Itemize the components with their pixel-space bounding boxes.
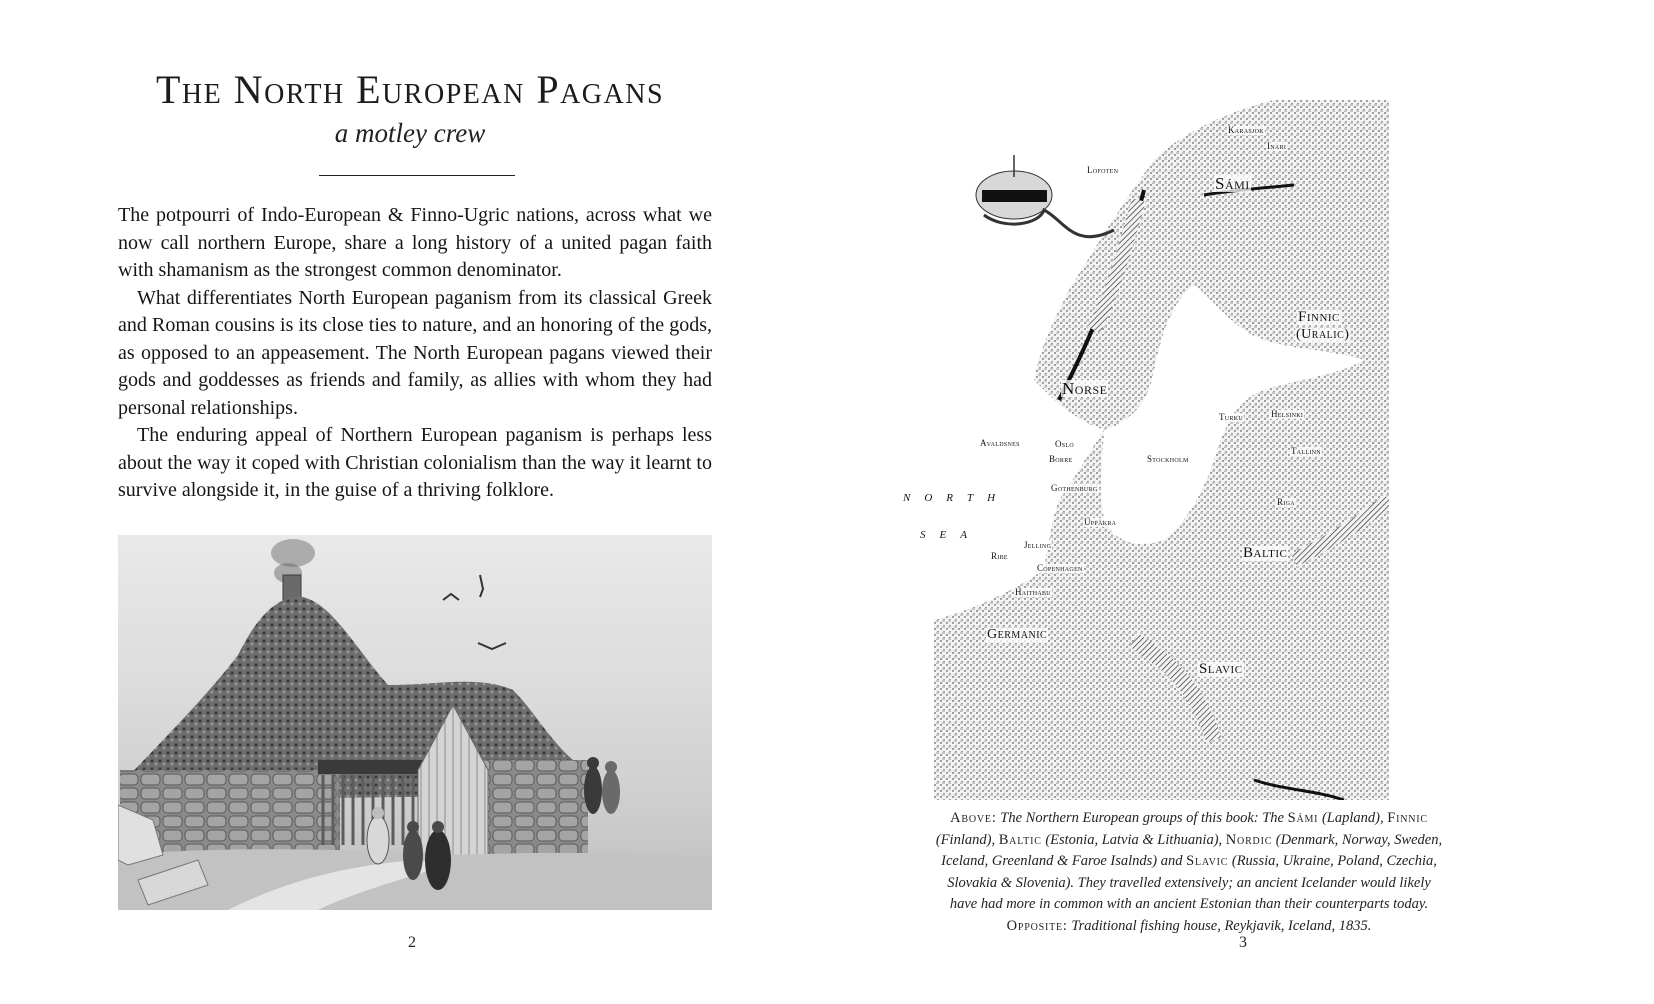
page-title: The North European Pagans xyxy=(155,67,665,112)
map-label-haithabu: Haithabu xyxy=(1015,587,1051,597)
caption-text: (Lapland), xyxy=(1318,810,1388,826)
caption-finnic: Finnic xyxy=(1387,810,1428,826)
caption-sami: Sámi xyxy=(1287,810,1319,826)
map-label-tallinn: Tallinn xyxy=(1291,446,1321,456)
caption-text: Traditional fishing house, Reykjavik, Iceland, 1835. xyxy=(1067,917,1372,934)
northern-europe-map xyxy=(903,100,1389,800)
map-label-finnic: Finnic xyxy=(1298,309,1340,325)
map-label-baltic: Baltic xyxy=(1243,545,1288,561)
fishing-house-illustration xyxy=(118,535,712,910)
map-label-uralic: (Uralic) xyxy=(1296,327,1350,342)
caption-text: (Finland), xyxy=(935,831,999,848)
paragraph-1: The potpourri of Indo-European & Finno-Ugric nations, across what we now call northern Europe, share a long history of a united pagan faith with shamanism as the strongest common denominator. xyxy=(118,204,712,281)
map-label-jelling: Jelling xyxy=(1024,540,1052,550)
map-label-oslo: Oslo xyxy=(1055,439,1075,449)
caption-nordic: Nordic xyxy=(1225,831,1273,848)
paragraph-3: The enduring appeal of Northern European paganism is perhaps less about the way it coped with Christian colonialism than the way it learnt to survive alongside it, in the guise of a thriving folklore. xyxy=(118,424,712,501)
caption-text: (Russia, Ukraine, Poland, Czechia, Slovakia & Slovenia). They travelled extensively; an ancient Icelander would likely have had more in common with an ancient Estonian than their counterparts today. xyxy=(947,853,1437,912)
page-number-left: 2 xyxy=(408,934,416,951)
map-label-riga: Riga xyxy=(1277,497,1295,507)
title-divider xyxy=(319,175,515,176)
map-label-north-sea-sea: SEA xyxy=(920,529,981,541)
map-label-slavic: Slavic xyxy=(1199,661,1243,677)
caption-baltic: Baltic xyxy=(998,831,1042,848)
caption-text: (Denmark, Norway, Sweden, Iceland, Greenland & Faroe Isalnds) and xyxy=(941,831,1443,869)
caption-slavic: Slavic xyxy=(1186,853,1229,869)
map-label-karasjok: Karasjok xyxy=(1228,125,1264,135)
map-label-avaldsnes: Avaldsnes xyxy=(980,438,1020,448)
map-label-ribe: Ribe xyxy=(991,551,1008,561)
map-label-sami: Sámi xyxy=(1215,174,1250,193)
map-label-germanic: Germanic xyxy=(987,627,1048,642)
map-label-gothenburg: Gothenburg xyxy=(1051,483,1098,493)
map-label-stockholm: Stockholm xyxy=(1147,454,1189,464)
right-page xyxy=(827,0,1654,1004)
map-label-lofoten: Lofoten xyxy=(1087,165,1119,175)
map-label-north-sea-north: NORTH xyxy=(903,492,1010,504)
caption-opposite-label: Opposite: xyxy=(1006,917,1068,934)
map-label-uppakra: Uppåkra xyxy=(1084,517,1117,527)
map-label-helsinki: Helsinki xyxy=(1271,409,1304,419)
map-label-turku: Turku xyxy=(1219,412,1243,422)
map-caption xyxy=(934,808,1444,937)
map-label-borre: Borre xyxy=(1049,454,1073,464)
body-text xyxy=(118,202,712,505)
page-subtitle: a motley crew xyxy=(334,118,486,148)
map-label-copenhagen: Copenhagen xyxy=(1037,563,1083,573)
caption-above-label: Above: xyxy=(950,810,997,826)
caption-text: The Northern European groups of this book: The xyxy=(996,810,1288,826)
page-number-right: 3 xyxy=(1239,934,1247,951)
paragraph-2: What differentiates North European paganism from its classical Greek and Roman cousins is its close ties to nature, and an honoring of the gods, as opposed to an appeasement. The North European pagans viewed their gods and goddesses as friends and family, as allies with whom they had personal relationships. xyxy=(118,286,712,419)
map-label-inari: Inari xyxy=(1267,141,1287,151)
map-label-norse: Norse xyxy=(1062,379,1108,398)
caption-text: (Estonia, Latvia & Lithuania), xyxy=(1041,831,1226,848)
